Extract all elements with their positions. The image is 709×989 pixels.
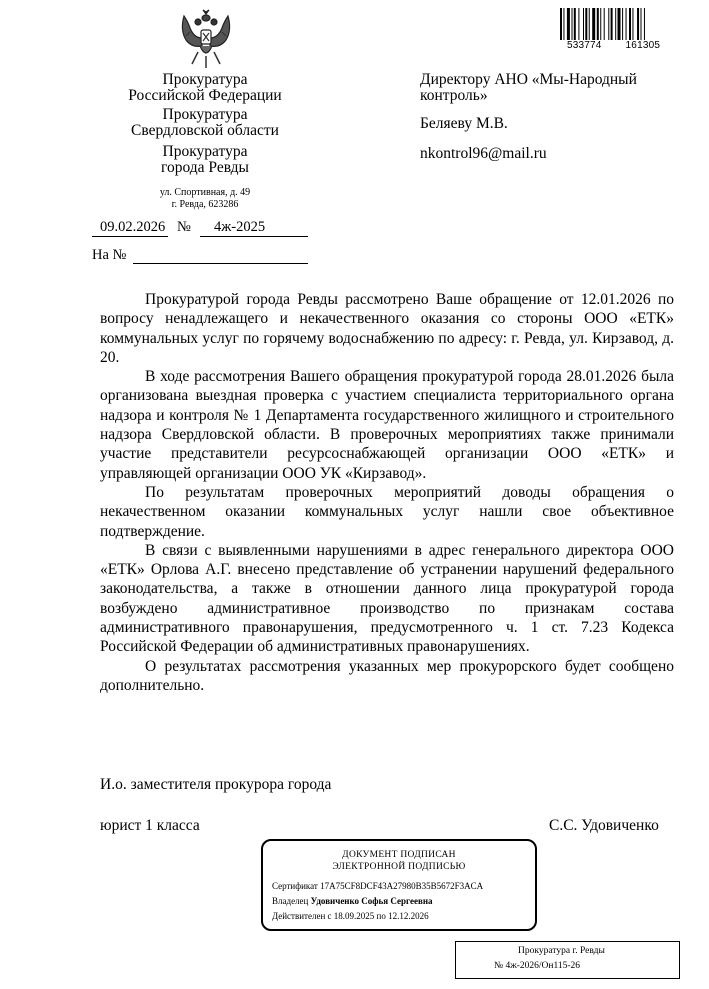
stamp-title	[263, 849, 535, 873]
barcode-bar	[608, 8, 609, 40]
barcode-number-1: 533774	[567, 40, 602, 51]
signer-position: И.о. заместителя прокурора города	[100, 776, 332, 793]
org-block-2	[80, 107, 330, 139]
barcode	[560, 8, 674, 40]
electronic-signature-stamp	[261, 839, 537, 931]
barcode-bar	[632, 8, 633, 40]
document-date: 09.02.2026	[100, 219, 166, 235]
registration-stamp	[455, 941, 680, 979]
barcode-bar	[597, 8, 599, 40]
stamp-owner	[272, 895, 535, 907]
org-block-1	[80, 72, 330, 104]
org-name-line: Прокуратура	[162, 71, 248, 88]
org-name-line: Свердловской области	[131, 122, 279, 139]
barcode-bar	[600, 8, 601, 40]
owner-label: Владелец	[272, 896, 309, 906]
barcode-bar	[567, 8, 570, 40]
valid-to: 12.12.2026	[388, 911, 429, 921]
barcode-bar	[572, 8, 573, 40]
valid-from-label: с	[327, 911, 332, 921]
org-name-line: города Ревды	[161, 159, 249, 176]
barcode-bar	[574, 8, 576, 40]
valid-to-label: по	[376, 911, 386, 921]
valid-label: Действителен	[272, 911, 326, 921]
recipient-line: контроль»	[420, 87, 488, 104]
barcode-bar	[589, 8, 590, 40]
valid-from: 18.09.2025	[333, 911, 375, 921]
body-paragraph: В связи с выявленными нарушениями в адрес генерального директора ООО «ЕТК» Орлова А.Г. внесено представление об устранении нарушений федерального законодательства, а также в отношении данного лица прокуратурой города возбуждено административное производство по признакам состава административного правонарушения, предусмотренного ч. 1 ст. 7.23 Кодекса Российской Федерации об административных правонарушениях.	[100, 541, 674, 656]
org-block-3	[80, 144, 330, 176]
reply-to-field	[133, 263, 308, 264]
certificate-value: 17A75CF8DCF43A27980B35B5672F3ACA	[320, 881, 484, 891]
address-line: г. Ревда, 623286	[171, 199, 239, 210]
stamp-title-line: ДОКУМЕНТ ПОДПИСАН	[342, 850, 456, 860]
barcode-bar	[585, 8, 587, 40]
number-label: №	[177, 219, 191, 235]
barcode-bar	[604, 8, 605, 40]
stamp-certificate	[272, 880, 535, 892]
reply-to-label: На №	[92, 247, 127, 263]
letter-body	[100, 290, 674, 695]
recipient-name: Беляеву М.В.	[420, 115, 508, 132]
stamp-title-line: ЭЛЕКТРОННОЙ ПОДПИСЬЮ	[332, 862, 466, 872]
signer-name: С.С. Удовиченко	[549, 817, 659, 834]
barcode-bar	[583, 8, 584, 40]
barcode-bar	[641, 8, 642, 40]
barcode-bar	[618, 8, 621, 40]
barcode-bar	[592, 8, 595, 40]
barcode-number	[567, 40, 660, 51]
barcode-bar	[626, 8, 627, 40]
recipient-title	[420, 72, 680, 104]
certificate-label: Сертификат	[272, 881, 318, 891]
barcode-bar	[578, 8, 579, 40]
org-name-line: Прокуратура	[162, 106, 248, 123]
body-paragraph: Прокуратурой города Ревды рассмотрено Ваше обращение от 12.01.2026 по вопросу ненадлежащего и некачественного оказания со стороны ООО «ЕТК» коммунальных услуг по горячему водоснабжению по адресу: г. Ревда, ул. Кирзавод, д. 20.	[100, 291, 674, 366]
org-name-line: Российской Федерации	[128, 87, 282, 104]
barcode-bar	[637, 8, 639, 40]
address-line: ул. Спортивная, д. 49	[159, 187, 251, 198]
document-number: 4ж-2025	[214, 219, 266, 235]
signer-rank: юрист 1 класса	[100, 817, 200, 834]
coat-of-arms-emblem	[176, 8, 236, 70]
barcode-bar	[611, 8, 613, 40]
barcode-bar	[563, 8, 564, 40]
barcode-number-2: 161305	[625, 40, 661, 51]
barcode-bar	[629, 8, 631, 40]
barcode-bar	[615, 8, 616, 40]
recipient-email: nkontrol96@mail.ru	[420, 145, 547, 162]
barcode-bar	[560, 8, 562, 40]
owner-value: Удовиченко Софья Сергеевна	[310, 896, 433, 906]
stamp-validity	[272, 910, 535, 922]
body-paragraph: В ходе рассмотрения Вашего обращения прокуратурой города 28.01.2026 была организована выездная проверка с участием специалиста территориального органа надзора и контроля № 1 Департамента государственного жилищного и строительного надзора Свердловской области. В проверочных мероприятиях также принимали участие представители ресурсоснабжающей организации ООО «ЕТК» и управляющей организации ООО УК «Кирзавод».	[100, 368, 674, 482]
barcode-bar	[622, 8, 623, 40]
body-paragraph: По результатам проверочных мероприятий доводы обращения о некачественном оказании коммунальных услуг нашли свое объективное подтверждение.	[100, 483, 674, 540]
org-name-line: Прокуратура	[162, 143, 248, 160]
org-address	[80, 187, 330, 211]
body-paragraph: О результатах рассмотрения указанных мер прокурорского будет сообщено дополнительно.	[100, 657, 674, 694]
registration-office: Прокуратура г. Ревды	[518, 946, 605, 956]
recipient-line: Директору АНО «Мы-Народный	[420, 71, 637, 88]
registration-number: № 4ж-2026/Он115-26	[494, 961, 581, 971]
barcode-bar	[644, 8, 645, 40]
